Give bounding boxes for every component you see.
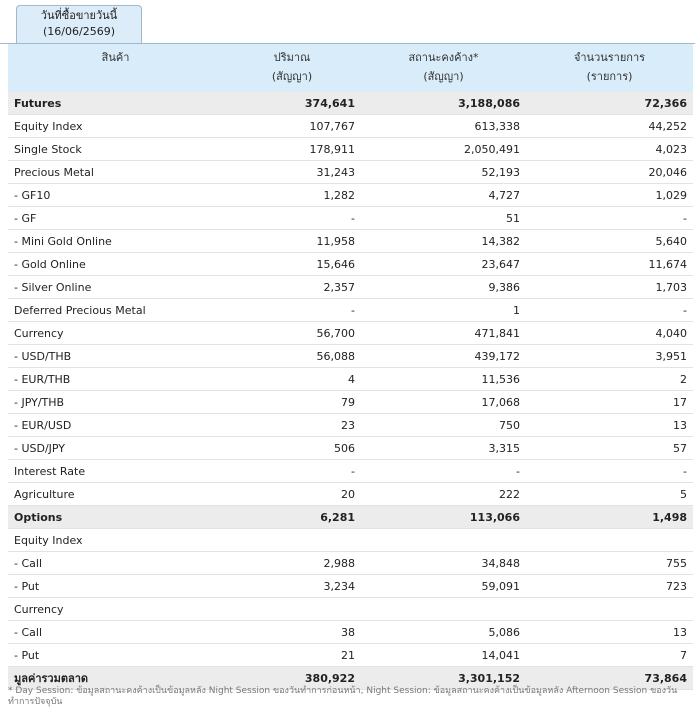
open-interest-cell: 613,338 <box>361 115 526 138</box>
open-interest-cell: 222 <box>361 483 526 506</box>
trades-cell: 13 <box>526 621 693 644</box>
volume-cell: 380,922 <box>223 667 361 690</box>
open-interest-cell: 5,086 <box>361 621 526 644</box>
table-row <box>8 414 693 437</box>
header-product <box>8 44 223 92</box>
volume-cell <box>223 598 361 621</box>
trades-cell: 5 <box>526 483 693 506</box>
trades-cell: - <box>526 460 693 483</box>
open-interest-cell: 3,301,152 <box>361 667 526 690</box>
table-row <box>8 276 693 299</box>
volume-cell: 6,281 <box>223 506 361 529</box>
table-row <box>8 483 693 506</box>
product-cell: - Put <box>8 575 223 598</box>
open-interest-cell: 14,382 <box>361 230 526 253</box>
table-row <box>8 299 693 322</box>
trades-cell: 13 <box>526 414 693 437</box>
product-cell: Precious Metal <box>8 161 223 184</box>
header-trades-label: จำนวนรายการ <box>573 51 646 64</box>
table-row <box>8 460 693 483</box>
product-cell: - Call <box>8 552 223 575</box>
trades-cell <box>526 529 693 552</box>
volume-cell: 2,357 <box>223 276 361 299</box>
table-row <box>8 621 693 644</box>
product-cell: Deferred Precious Metal <box>8 299 223 322</box>
trades-cell: 2 <box>526 368 693 391</box>
trades-cell: 755 <box>526 552 693 575</box>
volume-cell: 11,958 <box>223 230 361 253</box>
open-interest-cell: 113,066 <box>361 506 526 529</box>
table-row <box>8 138 693 161</box>
table-row <box>8 575 693 598</box>
volume-cell: - <box>223 207 361 230</box>
open-interest-cell: 23,647 <box>361 253 526 276</box>
open-interest-cell: 4,727 <box>361 184 526 207</box>
tab-bar <box>0 0 695 44</box>
table-row <box>8 598 693 621</box>
table-row <box>8 115 693 138</box>
volume-cell: 15,646 <box>223 253 361 276</box>
open-interest-cell: 471,841 <box>361 322 526 345</box>
trades-cell: 57 <box>526 437 693 460</box>
volume-cell: 374,641 <box>223 92 361 115</box>
volume-cell: 56,088 <box>223 345 361 368</box>
trades-cell: 20,046 <box>526 161 693 184</box>
volume-cell: 1,282 <box>223 184 361 207</box>
volume-cell: 20 <box>223 483 361 506</box>
trades-cell: 7 <box>526 644 693 667</box>
table-row <box>8 368 693 391</box>
table-row <box>8 437 693 460</box>
header-volume-label: ปริมาณ <box>273 51 311 64</box>
trades-cell: 4,023 <box>526 138 693 161</box>
product-cell: Interest Rate <box>8 460 223 483</box>
product-cell: - GF10 <box>8 184 223 207</box>
open-interest-cell: 34,848 <box>361 552 526 575</box>
product-cell: - JPY/THB <box>8 391 223 414</box>
volume-cell <box>223 529 361 552</box>
open-interest-cell: 9,386 <box>361 276 526 299</box>
table-row-total <box>8 92 693 115</box>
trades-cell: 72,366 <box>526 92 693 115</box>
open-interest-cell <box>361 529 526 552</box>
volume-cell: - <box>223 299 361 322</box>
open-interest-cell: 3,315 <box>361 437 526 460</box>
table-row-total <box>8 506 693 529</box>
trades-cell <box>526 598 693 621</box>
table-row <box>8 345 693 368</box>
table-row <box>8 161 693 184</box>
trades-cell: 73,864 <box>526 667 693 690</box>
volume-cell: 107,767 <box>223 115 361 138</box>
volume-cell: 38 <box>223 621 361 644</box>
open-interest-cell: 52,193 <box>361 161 526 184</box>
open-interest-cell: 17,068 <box>361 391 526 414</box>
product-cell: Equity Index <box>8 529 223 552</box>
product-cell: Options <box>8 506 223 529</box>
volume-cell: 31,243 <box>223 161 361 184</box>
table-row <box>8 529 693 552</box>
volume-cell: 56,700 <box>223 322 361 345</box>
volume-cell: 23 <box>223 414 361 437</box>
volume-cell: 178,911 <box>223 138 361 161</box>
product-cell: - Call <box>8 621 223 644</box>
header-oi-unit: (สัญญา) <box>423 70 464 83</box>
volume-cell: - <box>223 460 361 483</box>
open-interest-cell: 1 <box>361 299 526 322</box>
table-row <box>8 230 693 253</box>
tab-today-trading-date[interactable] <box>16 5 142 43</box>
volume-cell: 4 <box>223 368 361 391</box>
product-cell: Equity Index <box>8 115 223 138</box>
table-row <box>8 391 693 414</box>
tab-label-date: (16/06/2569) <box>43 25 115 38</box>
trades-cell: 4,040 <box>526 322 693 345</box>
trades-cell: 11,674 <box>526 253 693 276</box>
open-interest-cell <box>361 598 526 621</box>
product-cell: Currency <box>8 598 223 621</box>
table-row <box>8 207 693 230</box>
product-cell: - Put <box>8 644 223 667</box>
open-interest-cell: 439,172 <box>361 345 526 368</box>
open-interest-cell: 59,091 <box>361 575 526 598</box>
table-row <box>8 322 693 345</box>
volume-cell: 2,988 <box>223 552 361 575</box>
product-cell: - EUR/THB <box>8 368 223 391</box>
trades-cell: - <box>526 299 693 322</box>
product-cell: - Silver Online <box>8 276 223 299</box>
header-volume <box>223 44 361 92</box>
table-row <box>8 253 693 276</box>
trades-cell: 1,029 <box>526 184 693 207</box>
open-interest-cell: - <box>361 460 526 483</box>
product-cell: Futures <box>8 92 223 115</box>
trades-cell: 44,252 <box>526 115 693 138</box>
header-trades <box>526 44 693 92</box>
open-interest-cell: 3,188,086 <box>361 92 526 115</box>
product-cell: - Gold Online <box>8 253 223 276</box>
product-cell: Single Stock <box>8 138 223 161</box>
header-product-label: สินค้า <box>101 51 130 64</box>
product-cell: - USD/JPY <box>8 437 223 460</box>
trades-cell: 3,951 <box>526 345 693 368</box>
product-cell: - EUR/USD <box>8 414 223 437</box>
trades-cell: 1,703 <box>526 276 693 299</box>
volume-cell: 3,234 <box>223 575 361 598</box>
product-cell: มูลค่ารวมตลาด <box>8 667 223 690</box>
open-interest-cell: 14,041 <box>361 644 526 667</box>
market-summary-table-container <box>8 44 693 690</box>
volume-cell: 506 <box>223 437 361 460</box>
trades-cell: 5,640 <box>526 230 693 253</box>
trades-cell: - <box>526 207 693 230</box>
header-open-interest <box>361 44 526 92</box>
volume-cell: 79 <box>223 391 361 414</box>
tab-label-line1: วันที่ซื้อขายวันนี้ <box>40 9 118 22</box>
header-oi-label: สถานะคงค้าง* <box>408 51 479 64</box>
product-cell: - USD/THB <box>8 345 223 368</box>
open-interest-cell: 51 <box>361 207 526 230</box>
table-row <box>8 644 693 667</box>
product-cell: - GF <box>8 207 223 230</box>
table-row <box>8 552 693 575</box>
open-interest-cell: 11,536 <box>361 368 526 391</box>
trades-cell: 17 <box>526 391 693 414</box>
trades-cell: 1,498 <box>526 506 693 529</box>
table-body <box>8 92 693 690</box>
product-cell: - Mini Gold Online <box>8 230 223 253</box>
header-trades-unit: (รายการ) <box>586 70 633 83</box>
table-header <box>8 44 693 92</box>
product-cell: Agriculture <box>8 483 223 506</box>
trades-cell: 723 <box>526 575 693 598</box>
table-row <box>8 184 693 207</box>
open-interest-cell: 750 <box>361 414 526 437</box>
market-summary-table <box>8 44 693 690</box>
open-interest-cell: 2,050,491 <box>361 138 526 161</box>
header-volume-unit: (สัญญา) <box>271 70 313 83</box>
product-cell: Currency <box>8 322 223 345</box>
volume-cell: 21 <box>223 644 361 667</box>
footnote: * Day Session: ข้อมูลสถานะคงค้างเป็นข้อมูลหลัง Night Session ของวันทำการก่อนหน้า, Night Session: ข้อมูลสถานะคงค้างเป็นข้อมูลหลัง Afternoon Session ของวันทำการปัจจุบัน <box>8 686 678 707</box>
